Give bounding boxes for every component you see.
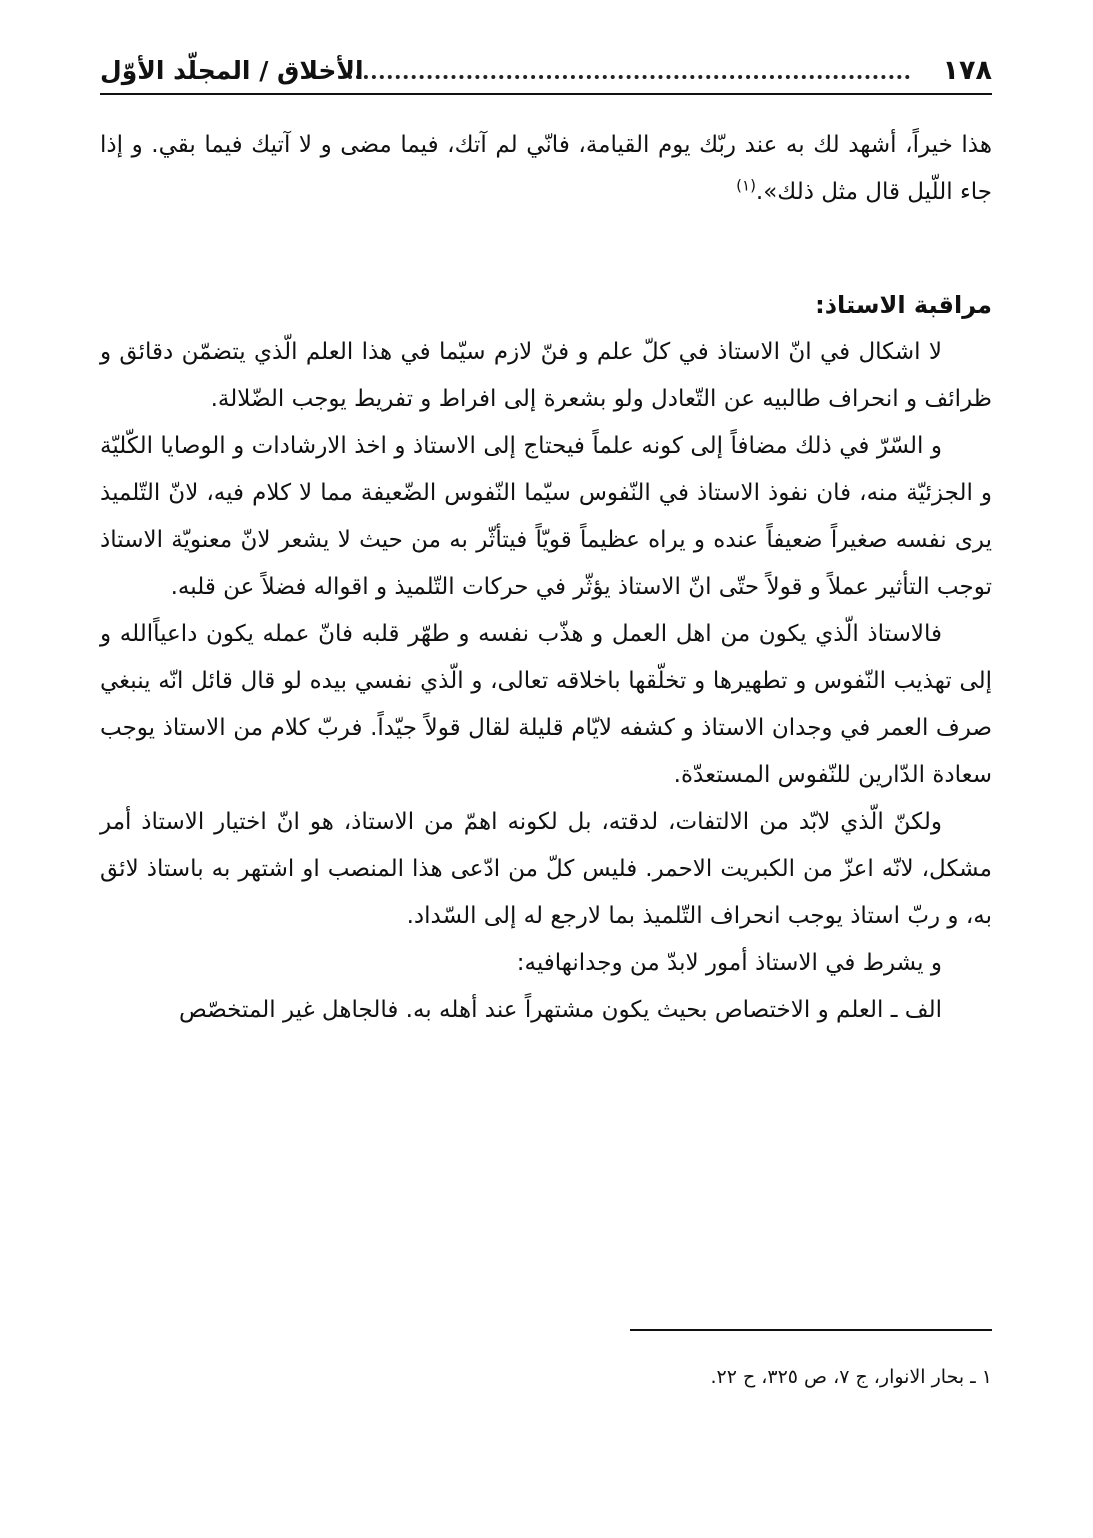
- paragraph-continuation: [100, 122, 992, 216]
- paragraph-text: هذا خيراً، أشهد لك به عند ربّك يوم القيامة، فانّي لم آتك، فيما مضى و لا آتيك فيما بقي. و إذا جاء اللّيل قال مثل ذلك».: [100, 132, 992, 205]
- page-number: ١٧٨: [942, 55, 992, 86]
- paragraph: لا اشكال في انّ الاستاذ في كلّ علم و فنّ لازم سيّما في هذا العلم الّذي يتضمّن دقائق و ظرائف و انحراف طالبيه عن التّعادل ولو بشعرة إلى افراط و تفريط يوجب الضّلالة.: [100, 339, 992, 412]
- paragraph: و السّرّ في ذلك مضافاً إلى كونه علماً فيحتاج إلى الاستاذ و اخذ الارشادات و الوصايا الكّليّة و الجزئيّة منه، فان نفوذ الاستاذ في النّفوس سيّما النّفوس الضّعيفة مما لا كلام فيه، لانّ التّلميذ يرى نفسه صغيراً ضعيفاً عنده و يراه عظيماً قويّاً فيتأثّر به من حيث لا يشعر لانّ معنويّة الاستاذ توجب التأثير عملاً و قولاً حتّى انّ الاستاذ يؤثّر في حركات التّلميذ و اقواله فضلاً عن قلبه.: [100, 433, 992, 600]
- paragraph: الف ـ العلم و الاختصاص بحيث يكون مشتهراً عند أهله به. فالجاهل غير المتخصّص: [179, 997, 942, 1023]
- running-title: الأخلاق / المجلّد الأوّل: [100, 56, 364, 85]
- section-heading: مراقبة الاستاذ:: [815, 291, 992, 319]
- footnote-rule: [630, 1329, 992, 1331]
- footnote: ١ ـ بحار الانوار، ج ٧، ص ٣٢٥، ح ٢٢.: [710, 1366, 992, 1388]
- footnote-reference: (١): [736, 176, 756, 195]
- header-leader-dots: [348, 75, 910, 79]
- page-header: [100, 55, 992, 95]
- paragraph: و يشرط في الاستاذ أمور لابدّ من وجدانهافيه:: [516, 950, 942, 976]
- section-gap: [100, 216, 992, 282]
- main-text: [100, 122, 992, 1034]
- paragraph: ولكنّ الّذي لابّد من الالتفات، لدقته، بل لكونه اهمّ من الاستاذ، هو انّ اختيار الاستاذ أمر مشكل، لانّه اعزّ من الكبريت الاحمر. فليس كلّ من ادّعى هذا المنصب او اشتهر به باستاذ لائق به، و ربّ استاذ يوجب انحراف التّلميذ بما لارجع له إلى السّداد.: [100, 809, 992, 929]
- paragraph: فالاستاذ الّذي يكون من اهل العمل و هذّب نفسه و طهّر قلبه فانّ عمله يكون داعياًالله و إلى تهذيب النّفوس و تطهيرها و تخلّقها باخلاقه تعالى، و الّذي نفسي بيده لو قال قائل انّه ينبغي صرف العمر في وجدان الاستاذ و كشفه لايّام قليلة لقال قولاً جيّداً. فربّ كلام من الاستاذ يوجب سعادة الدّارين للنّفوس المستعدّة.: [100, 621, 992, 788]
- header-rule: [100, 93, 992, 95]
